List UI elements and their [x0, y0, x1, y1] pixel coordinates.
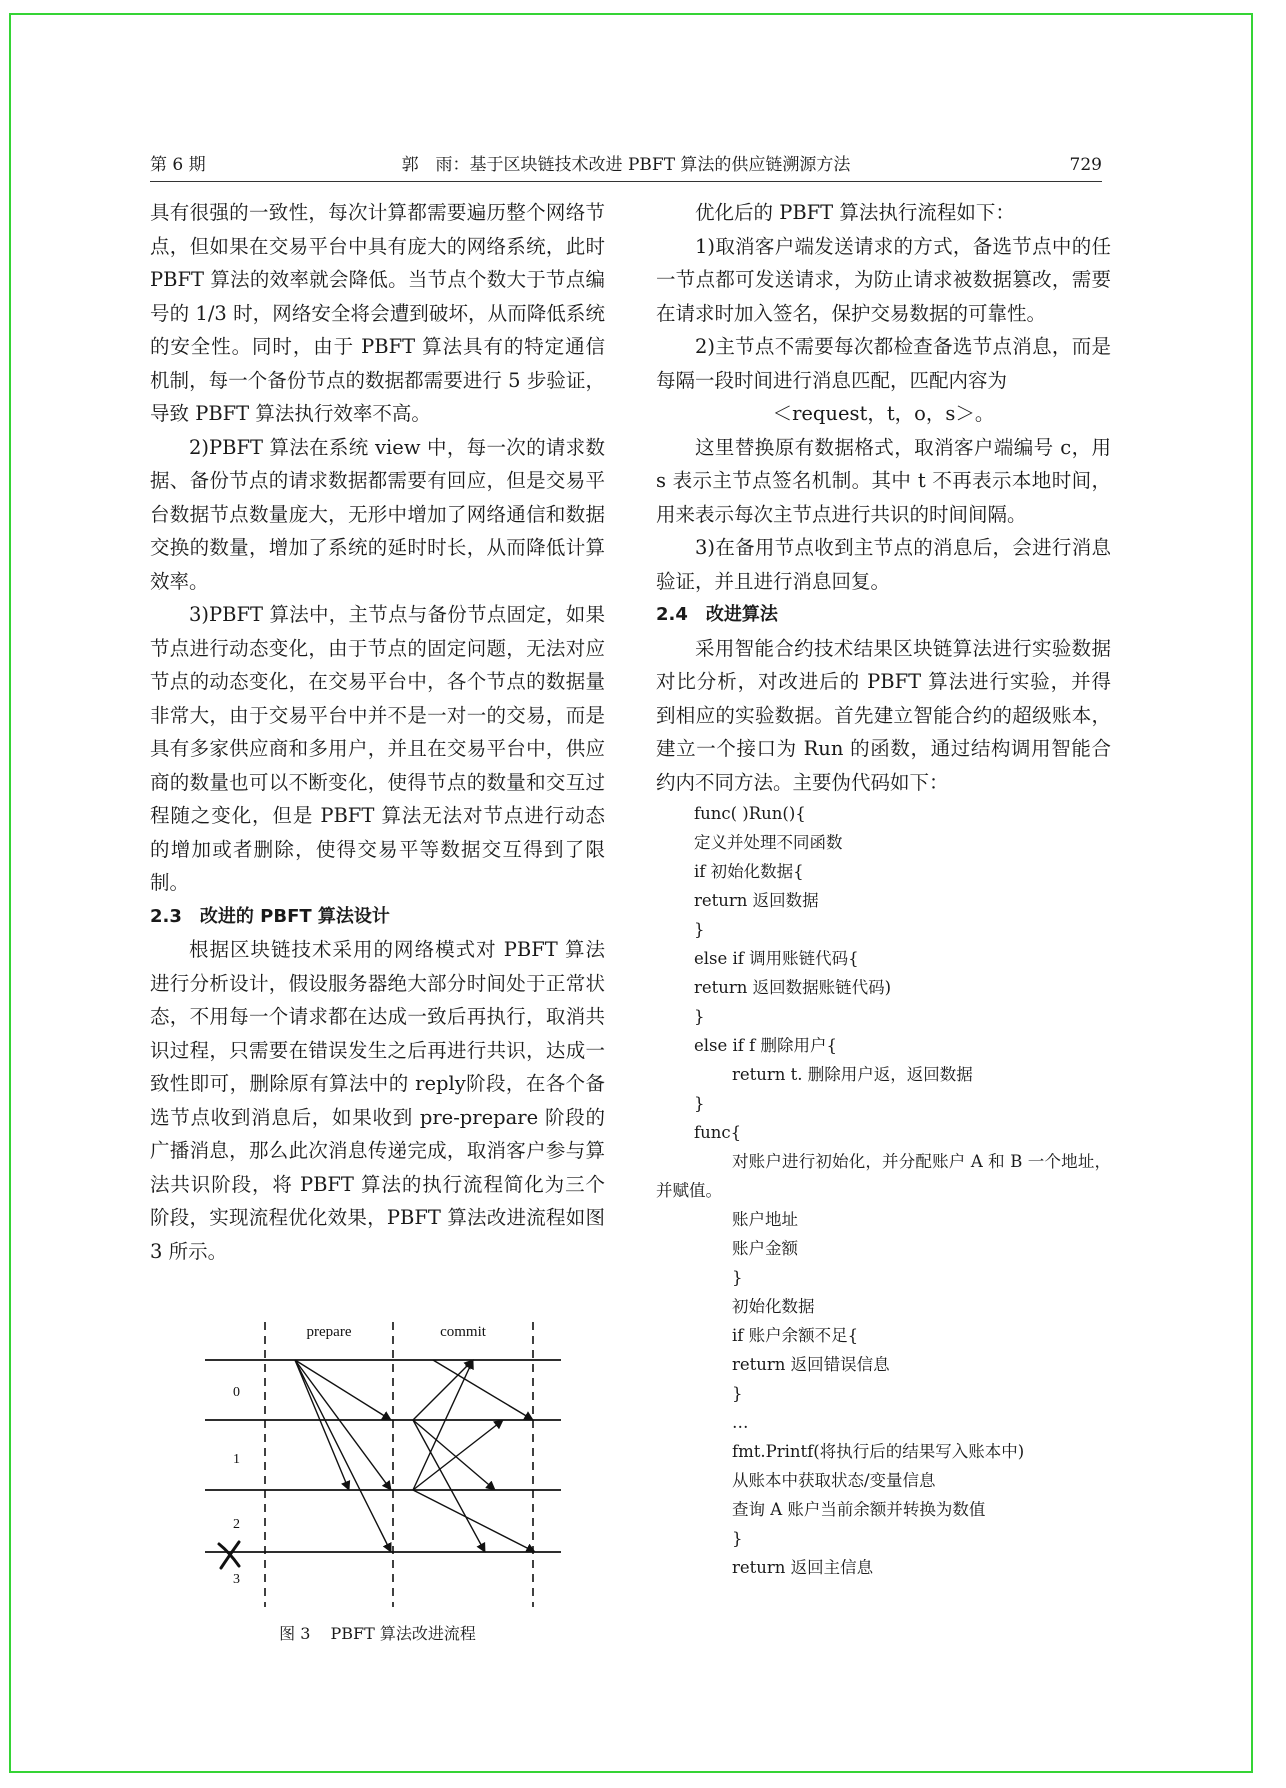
- commit-arrow: [413, 1420, 503, 1490]
- prepare-arrow: [295, 1360, 391, 1490]
- section-number: 2.3: [150, 905, 182, 927]
- paragraph: 2)主节点不需要每次都检查备选节点消息，而是每隔一段时间进行消息匹配，匹配内容为: [656, 335, 1111, 392]
- page-number: 729: [1069, 155, 1102, 175]
- running-title: 郭 雨：基于区块链技术改进 PBFT 算法的供应链溯源方法: [401, 155, 851, 175]
- code-line: }: [694, 1094, 705, 1113]
- code-line: else if f 删除用户{: [694, 1036, 837, 1055]
- node-label-2: 2: [233, 1517, 240, 1532]
- code-line: }: [694, 1007, 705, 1026]
- code-line: 对账户进行初始化，并分配账户 A 和 B 一个地址，并赋值。: [656, 1152, 1111, 1200]
- phase-label-commit: commit: [440, 1324, 486, 1340]
- left-column: [150, 196, 605, 1268]
- code-line: return 返回错误信息: [732, 1355, 890, 1374]
- running-header: [150, 150, 1102, 180]
- node-label-0: 0: [233, 1385, 240, 1400]
- issue-label: 第 6 期: [150, 155, 206, 175]
- paragraph: 3)PBFT 算法中，主节点与备份节点固定，如果节点进行动态变化，由于节点的固定问题，无法对应节点的动态变化，在交易平台中，各个节点的数据量非常大，由于交易平台中并不是一对一的交易，而是具有多家供应商和多用户，并且在交易平台中，供应商的数量也可以不断变化，使得节点的数量和交互过程随之变化，但是 PBFT 算法无法对节点进行动态的增加或者删除，使得交易平等数据交互得到了限制。: [150, 603, 605, 894]
- section-title: 改进的 PBFT 算法设计: [199, 905, 390, 927]
- pbft-flow-figure: [195, 1312, 575, 1612]
- paragraph: 3)在备用节点收到主节点的消息后，会进行消息验证，并且进行消息回复。: [656, 536, 1111, 593]
- figure-number: 图 3: [279, 1624, 311, 1643]
- code-line: return 返回数据账链代码): [694, 978, 892, 997]
- paragraph: 采用智能合约技术结果区块链算法进行实验数据对比分析，对改进后的 PBFT 算法进行实验，并得到相应的实验数据。首先建立智能合约的超级账本，建立一个接口为 Run 的函数，通过结构调用智能合约内不同方法。主要伪代码如下：: [656, 636, 1111, 794]
- code-line: 初始化数据: [732, 1297, 815, 1316]
- code-line: 账户金额: [732, 1239, 798, 1258]
- commit-arrow: [413, 1360, 473, 1420]
- faulty-node-cross-icon: [219, 1542, 239, 1568]
- code-line: return 返回主信息: [732, 1558, 874, 1577]
- code-line: }: [732, 1268, 743, 1287]
- node-label-1: 1: [233, 1452, 240, 1467]
- figure-title: PBFT 算法改进流程: [330, 1624, 476, 1643]
- code-line: fmt.Printf(将执行后的结果写入账本中): [732, 1442, 1025, 1461]
- code-line: else if 调用账链代码{: [694, 949, 859, 968]
- paragraph: 1)取消客户端发送请求的方式，备选节点中的任一节点都可发送请求，为防止请求被数据篡改，需要在请求时加入签名，保护交易数据的可靠性。: [656, 234, 1111, 325]
- code-line: return 返回数据: [694, 891, 819, 910]
- paragraph: 2)PBFT 算法在系统 view 中，每一次的请求数据、备份节点的请求数据都需要有回应，但是交易平台数据节点数量庞大，无形中增加了网络通信和数据交换的数量，增加了系统的延时时长，从而降低计算效率。: [150, 435, 605, 593]
- code-line: func( )Run(){: [694, 804, 806, 823]
- right-column: [656, 196, 1111, 1582]
- paragraph: 这里替换原有数据格式，取消客户端编号 c，用 s 表示主节点签名机制。其中 t 不再表示本地时间，用来表示每次主节点进行共识的时间间隔。: [656, 435, 1111, 526]
- section-number: 2.4: [656, 604, 688, 625]
- paragraph: 根据区块链技术采用的网络模式对 PBFT 算法进行分析设计，假设服务器绝大部分时间处于正常状态，不用每一个请求都在达成一致后再执行，取消共识过程，只需要在错误发生之后再进行共识，达成一致性即可，删除原有算法中的 reply阶段，在各个备选节点收到消息后，如果收到 pre-prepare 阶段的广播消息，那么此次消息传递完成，取消客户参与算法共识阶段，将 PBFT 算法的执行流程简化为三个阶段，实现流程优化效果，PBFT 算法改进流程如图 3 所示。: [150, 938, 605, 1263]
- code-line: }: [732, 1384, 743, 1403]
- prepare-arrow: [295, 1360, 349, 1490]
- commit-arrow: [413, 1360, 473, 1490]
- code-line: }: [694, 920, 705, 939]
- section-heading-2-3: [150, 900, 605, 934]
- figure-caption: [150, 1622, 605, 1646]
- pseudocode-block: [656, 799, 1111, 1582]
- code-line: }: [732, 1529, 743, 1548]
- paragraph: 优化后的 PBFT 算法执行流程如下：: [695, 201, 1015, 224]
- commit-arrow: [433, 1360, 533, 1420]
- formula: ＜request，t，o，s＞。: [772, 402, 995, 425]
- phase-label-prepare: prepare: [306, 1324, 352, 1340]
- code-line: …: [732, 1413, 749, 1432]
- commit-arrow: [413, 1420, 495, 1490]
- code-line: if 初始化数据{: [694, 862, 804, 881]
- header-rule: [150, 181, 1102, 182]
- code-line: func{: [694, 1123, 742, 1142]
- code-line: 账户地址: [732, 1210, 798, 1229]
- code-line: 定义并处理不同函数: [694, 833, 843, 852]
- node-label-3: 3: [233, 1572, 240, 1587]
- code-line: if 账户余额不足{: [732, 1326, 859, 1345]
- section-title: 改进算法: [705, 604, 778, 625]
- code-line: 查询 A 账户当前余额并转换为数值: [732, 1500, 986, 1519]
- section-heading-2-4: [656, 598, 1111, 632]
- code-line: 从账本中获取状态/变量信息: [732, 1471, 936, 1490]
- code-line: return t. 删除用户返，返回数据: [732, 1065, 973, 1084]
- prepare-arrow: [295, 1360, 391, 1552]
- commit-arrow: [413, 1490, 535, 1552]
- commit-arrow: [413, 1420, 485, 1552]
- paragraph: 具有很强的一致性，每次计算都需要遍历整个网络节点，但如果在交易平台中具有庞大的网络系统，此时 PBFT 算法的效率就会降低。当节点个数大于节点编号的 1/3 时，网络安全将会遭到破坏，从而降低系统的安全性。同时，由于 PBFT 算法具有的特定通信机制，每一个备份节点的数据都需要进行 5 步验证，导致 PBFT 算法执行效率不高。: [150, 201, 605, 425]
